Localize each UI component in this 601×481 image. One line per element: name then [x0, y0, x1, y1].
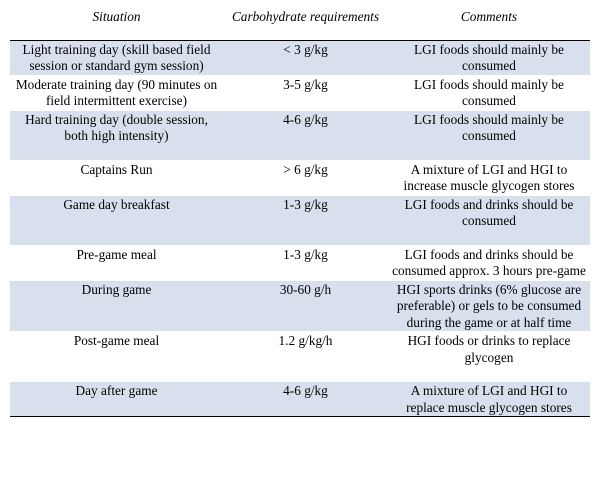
- table-row: [10, 75, 590, 110]
- carbohydrate-cell: 4-6 g/kg: [223, 382, 388, 417]
- comments-cell: LGI foods should mainly be consumed: [388, 110, 590, 160]
- situation-cell: Light training day (skill based field session or standard gym session): [10, 40, 223, 75]
- carbohydrate-cell: 30-60 g/h: [223, 280, 388, 332]
- carbohydrate-cell: 1-3 g/kg: [223, 195, 388, 245]
- comments-cell: LGI foods and drinks should be consumed: [388, 195, 590, 245]
- comments-cell: LGI foods should mainly be consumed: [388, 40, 590, 75]
- carbohydrate-cell: 4-6 g/kg: [223, 110, 388, 160]
- situation-cell: Captains Run: [80, 161, 153, 177]
- comments-cell: A mixture of LGI and HGI to increase muscle glycogen stores: [403, 161, 575, 193]
- header-row: [10, 7, 590, 40]
- table-body: [10, 40, 590, 417]
- table-row: [10, 382, 590, 417]
- carbohydrate-cell: < 3 g/kg: [223, 40, 388, 75]
- header-situation: Situation: [92, 9, 141, 24]
- situation-cell: Hard training day (double session, both high intensity): [10, 110, 223, 160]
- situation-cell: Moderate training day (90 minutes on field intermittent exercise): [15, 76, 218, 108]
- header-comments: Comments: [460, 9, 518, 24]
- comments-cell: LGI foods should mainly be consumed: [414, 76, 564, 108]
- table-header: [10, 7, 590, 40]
- table-row: [10, 160, 590, 195]
- carbohydrate-requirements-table: [10, 7, 590, 417]
- carbohydrate-cell: 3-5 g/kg: [283, 76, 328, 92]
- comments-cell: HGI foods or drinks to replace glycogen: [407, 333, 571, 365]
- situation-cell: Game day breakfast: [10, 195, 223, 245]
- situation-cell: Day after game: [10, 382, 223, 417]
- comments-cell: A mixture of LGI and HGI to replace muscle glycogen stores: [388, 382, 590, 417]
- carbohydrate-cell: 1-3 g/kg: [283, 246, 328, 262]
- carbohydrate-cell: 1.2 g/kg/h: [278, 333, 333, 348]
- table-row: [10, 245, 590, 280]
- table-row: [10, 280, 590, 332]
- situation-cell: Pre-game meal: [76, 246, 157, 262]
- situation-cell: Post-game meal: [73, 333, 160, 348]
- carbohydrate-cell: > 6 g/kg: [283, 161, 328, 177]
- comments-cell: LGI foods and drinks should be consumed approx. 3 hours pre-game: [392, 246, 586, 278]
- table-row: [10, 332, 590, 382]
- table-row: [10, 195, 590, 245]
- comments-cell: HGI sports drinks (6% glucose are preferable) or gels to be consumed during the game or at half time: [388, 280, 590, 332]
- table-row: [10, 40, 590, 75]
- situation-cell: During game: [10, 280, 223, 332]
- header-carbohydrate-requirements: Carbohydrate requirements: [231, 9, 380, 24]
- table-row: [10, 110, 590, 160]
